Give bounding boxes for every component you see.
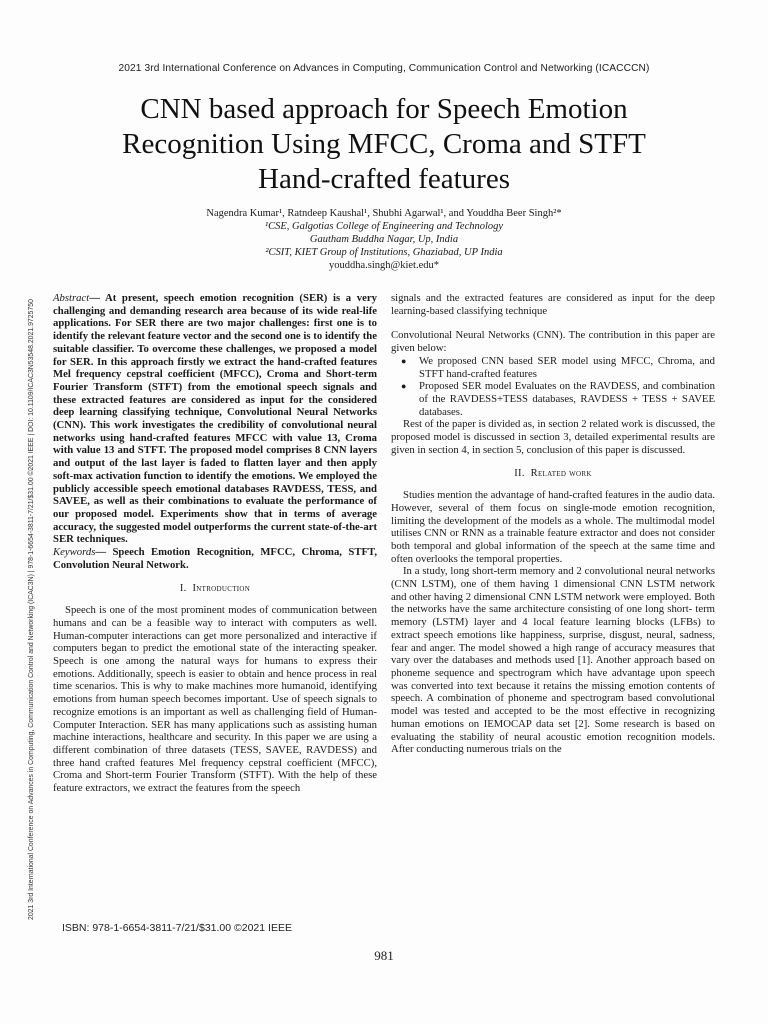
paper-title: [40, 92, 728, 197]
keywords-text: — Speech Emotion Recognition, MFCC, Chroma, STFT, Convolution Neural Network.: [53, 546, 377, 571]
section-title: Introduction: [192, 583, 251, 595]
contribution-item-2: ● Proposed SER model Evaluates on the RAVDESS, and combination of the RAVDESS+TESS databases, RAVDESS + TESS + SAVEE databases.: [391, 380, 715, 418]
related-paragraph-2: In a study, long short-term memory and 2 convolutional neural networks (CNN LSTM), one of them having 1 dimensional CNN LSTM network and other having 2 dimensional CNN LSTM network were employed. Both the networks have the same architecture consisting of one long short- term memory (LSTM) layer and 4 local feature learning blocks (LFBs) to extract speech emotions like happiness, surprise, disgust, neural, sadness, fear and anger. The model showed a high range of accuracy measures that vary over the databases and methods used [1]. Another approach based on phoneme sequence and spectrogram which have advantage upon speech was converted into text because it retains the missing emotion contents of speech. A combination of phoneme and spectrogram based convolutional model was tested and accepted to be the most effective in recognizing human emotions on IEMOCAP data set [2]. Some research is based on evaluating the stability of neural acoustic emotion recognition models. After conducting numerous trials on the: [391, 565, 715, 756]
author-list: Nagendra Kumar¹, Ratndeep Kaushal¹, Shubhi Agarwal¹, and Youddha Beer Singh²*: [206, 208, 562, 219]
related-paragraph-1: Studies mention the advantage of hand-crafted features in the audio data. However, several of them focus on single-mode emotion recognition, limiting the development of the models as a whole. The multimodal model utilises CNN or RNN as a trainable feature extractor and does not consider both temporal and global information of the speech at the same time and often overlooks the temporal properties.: [391, 489, 715, 565]
title-line-1: CNN based approach for Speech Emotion: [140, 93, 628, 125]
abstract-lead: Abstract: [53, 292, 90, 304]
keywords: [53, 546, 377, 571]
section-number: II.: [514, 468, 525, 480]
section-number: I.: [179, 583, 187, 595]
section-title: Related work: [530, 468, 592, 480]
affiliation-1: ¹CSE, Galgotias College of Engineering and Technology: [264, 221, 504, 232]
intro-paragraph: Speech is one of the most prominent modes of communication between humans and can be a feasible way to interact with computers as well. Human-computer interactions can get more personalized and interactive if computers began to predict the emotional state of the interacting speaker. Speech is one among the natural ways for humans to express their emotions. Additionally, speech is easier to obtain and hence process in real time scenarios. This is why to make machines more humanoid, identifying emotions from human speech becomes important. Use of speech signals to recognize emotions is an important as well as challenging field of Human-Computer Interaction. SER has many applications such as assisting human machine interactions, healthcare and security. In this paper we are using a different combination of three datasets (TESS, SAVEE, RAVDESS) and three hand crafted features Mel frequency cepstral coefficient (MFCC), Croma and Short-term Fourier Transform (STFT). With the help of these feature extractors, we extract the features from the speech: [53, 604, 377, 795]
affiliation-2: ²CSIT, KIET Group of Institutions, Ghaziabad, UP India: [265, 247, 503, 258]
conference-header: 2021 3rd International Conference on Advances in Computing, Communication Control and Networking (ICACCCN): [118, 63, 650, 74]
affiliation-1-city: Gautham Buddha Nagar, Up, India: [309, 234, 459, 245]
author-block: [40, 207, 728, 272]
page-number: 981: [374, 948, 394, 963]
author-email[interactable]: youddha.singh@kiet.edu*: [329, 260, 439, 271]
section-heading-related-work: [391, 468, 715, 481]
left-column: [53, 292, 377, 795]
section-heading-introduction: [53, 583, 377, 596]
title-line-3: Hand-crafted features: [258, 163, 510, 195]
right-column: [391, 292, 715, 756]
isbn-footer: ISBN: 978-1-6654-3811-7/21/$31.00 ©2021 IEEE: [62, 922, 292, 934]
continuation-paragraph: signals and the extracted features are considered as input for the deep learning-based classifying technique: [391, 292, 715, 317]
cnn-paragraph: Convolutional Neural Networks (CNN). The contribution in this paper are given below:: [391, 329, 715, 355]
paper-outline-paragraph: Rest of the paper is divided as, in section 2 related work is discussed, the proposed model is discussed in section 3, detailed experimental results are given in section 4, in section 5, conclusion of this paper is discussed.: [391, 418, 715, 456]
side-doi-strip: [17, 110, 35, 920]
title-line-2: Recognition Using MFCC, Croma and STFT: [122, 128, 646, 160]
contribution-item-1: ● We proposed CNN based SER model using MFCC, Chroma, and STFT hand-crafted features: [391, 355, 715, 380]
abstract-text: — At present, speech emotion recognition (SER) is a very challenging and demanding research area because of its wide real-life applications. For SER there are two major challenges: first one is to identify the relevant feature vector and the second one is to identify the suitable classifier. To overcome these challenges, we proposed a model for SER. In this approach firstly we extract the hand-crafted features Mel frequency cepstral coefficient (MFCC), Croma and Short-term Fourier Transform (STFT) from the emotional speech signals and these extracted features are considered as input for the considered deep learning classifying technique, Convolutional Neural Networks (CNN). This work investigates the credibility of convolutional neural networks using hand-crafted features MFCC with value 13, Croma with value 13 and STFT. The proposed model comprises 8 CNN layers and output of the last layer is faded to flatten layer and then apply soft-max activation function to identify the emotions. We employed the publicly accessible speech emotional databases RAVDESS, TESS, and SAVEE, as well as their combinations to evaluate the performance of our proposed model. Experiments show that in terms of average accuracy, the suggested model outperforms the current state-of-the-art SER techniques.: [53, 292, 377, 546]
keywords-lead: Keywords: [53, 546, 96, 559]
side-doi-text: 2021 3rd International Conference on Advances in Computing, Communication Control and Networking (ICAC3N) | 978-1-6654-3811-7/21/$31.00 ©2021 IEEE | DOI: 10.1109/ICAC3N53548.2021.9725750: [28, 299, 35, 920]
contribution-list: [391, 355, 715, 419]
abstract: [53, 292, 377, 546]
